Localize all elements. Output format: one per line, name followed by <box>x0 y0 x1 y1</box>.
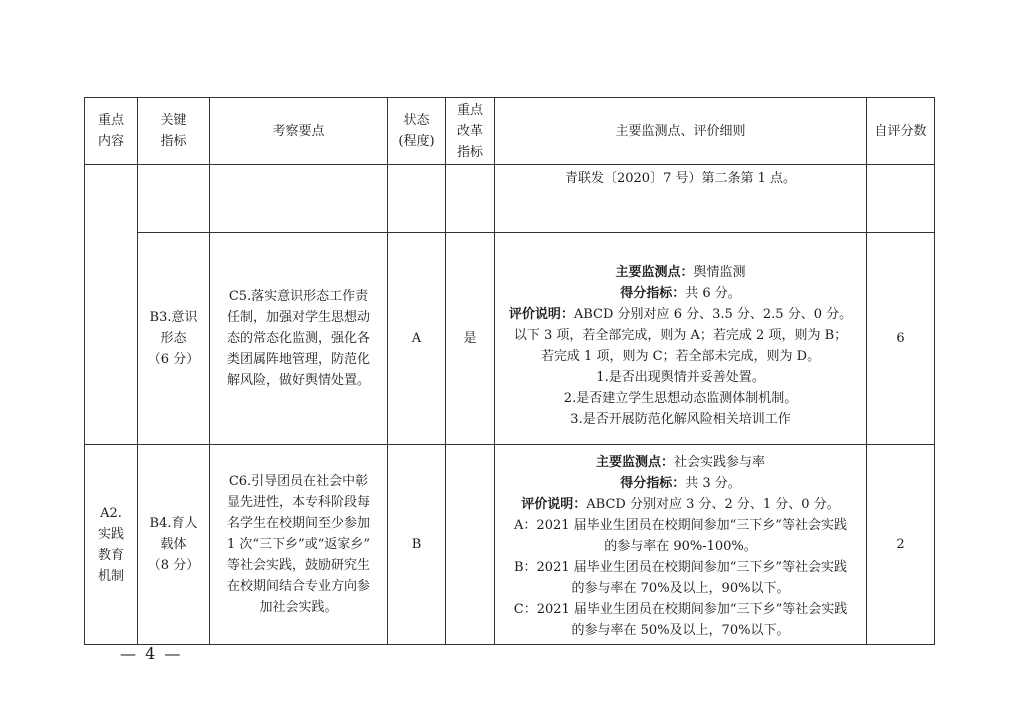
self-score-cell: 6 <box>867 233 935 445</box>
indicator-line: （6 分） <box>147 352 200 367</box>
status-cell <box>388 165 446 233</box>
detail-line: 3.是否开展防范化解风险相关培训工作 <box>570 411 791 427</box>
detail-line: 2.是否建立学生思想动态监测体制机制。 <box>563 390 798 406</box>
header-monitoring: 主要监测点、评价细则 <box>495 98 867 165</box>
check-line: 显先进性，本专科阶段每 <box>226 495 370 510</box>
check-line: 任制，加强对学生思想动 <box>226 310 370 325</box>
check-line: 加社会实践。 <box>259 600 338 615</box>
check-line: 类团属阵地管理，防范化 <box>226 352 370 367</box>
eval-desc-label: 评价说明： <box>508 306 574 322</box>
score-index-line <box>495 473 866 494</box>
score-index-label: 得分指标： <box>620 285 686 301</box>
check-line: 在校期间结合专业方向参 <box>226 579 370 594</box>
detail-line: 的参与率在 50%及以上，70%以下。 <box>571 622 790 638</box>
page-number: — 4 — <box>120 644 183 663</box>
check-line: 1 次“三下乡”或“返家乡” <box>227 537 370 552</box>
detail-line: B：2021 届毕业生团员在校期间参加“三下乡”等社会实践 <box>513 559 848 575</box>
check-line: 解风险，做好舆情处置。 <box>226 373 370 388</box>
monitor-point-label: 主要监测点： <box>595 454 674 470</box>
table-row <box>85 165 935 233</box>
monitoring-cell <box>495 165 867 233</box>
eval-desc-line <box>495 494 866 515</box>
eval-desc-label: 评价说明： <box>521 496 587 512</box>
header-key-content: 重点 内容 <box>85 98 138 165</box>
indicator-line: B4.育人 <box>149 516 198 531</box>
eval-desc-line <box>495 304 866 325</box>
detail-line: 1.是否出现舆情并妥善处置。 <box>596 369 765 385</box>
check-line: 态的常态化监测，强化各 <box>226 331 370 346</box>
header-key-indicator: 关键 指标 <box>138 98 210 165</box>
key-content-cell <box>85 165 138 445</box>
check-line: 等社会实践，鼓励研究生 <box>226 558 370 573</box>
score-index-value: 共 6 分。 <box>685 285 741 301</box>
indicator-cell <box>138 445 210 645</box>
detail-line: 以下 3 项，若全部完成，则为 A；若完成 2 项，则为 B； <box>513 327 848 343</box>
key-content-cell <box>85 445 138 645</box>
check-line: 名学生在校期间至少参加 <box>226 516 370 531</box>
indicator-line: 形态 <box>160 331 187 346</box>
detail-line: A：2021 届毕业生团员在校期间参加“三下乡”等社会实践 <box>514 517 847 533</box>
check-line: C6.引导团员在社会中彰 <box>228 474 369 489</box>
evaluation-table <box>84 97 935 645</box>
check-points-cell <box>210 445 388 645</box>
reform-cell <box>446 165 495 233</box>
detail-line: 的参与率在 70%及以上，90%以下。 <box>571 580 790 596</box>
detail-line: 的参与率在 90%-100%。 <box>604 538 757 554</box>
header-self-score: 自评分数 <box>867 98 935 165</box>
reform-cell: 是 <box>446 233 495 445</box>
monitor-point-label: 主要监测点： <box>615 264 694 280</box>
indicator-cell <box>138 233 210 445</box>
eval-desc-value: ABCD 分别对应 6 分、3.5 分、2.5 分、0 分。 <box>573 306 853 322</box>
eval-desc-value: ABCD 分别对应 3 分、2 分、1 分、0 分。 <box>586 496 840 512</box>
monitor-point-line <box>495 452 866 473</box>
status-cell: A <box>388 233 446 445</box>
key-content-line: 机制 <box>97 568 124 584</box>
score-index-label: 得分指标： <box>620 475 686 491</box>
monitor-point-value: 舆情监测 <box>693 264 746 280</box>
check-line: C5.落实意识形态工作责 <box>228 289 369 304</box>
score-index-value: 共 3 分。 <box>685 475 741 491</box>
table-header-row <box>85 98 935 165</box>
reform-cell <box>446 445 495 645</box>
table-row <box>85 233 935 445</box>
indicator-cell <box>138 165 210 233</box>
monitoring-cell <box>495 233 867 445</box>
detail-line: 青联发〔2020〕7 号）第二条第 1 点。 <box>564 171 797 186</box>
self-score-cell: 2 <box>867 445 935 645</box>
header-check-points: 考察要点 <box>210 98 388 165</box>
monitor-point-value: 社会实践参与率 <box>674 454 766 470</box>
monitor-point-line <box>495 262 866 283</box>
monitoring-cell <box>495 445 867 645</box>
key-content-line: A2. <box>100 505 122 521</box>
key-content-line: 教育 <box>97 547 124 563</box>
indicator-line: 载体 <box>160 537 187 552</box>
table-row <box>85 445 935 645</box>
self-score-cell <box>867 165 935 233</box>
indicator-line: B3.意识 <box>149 310 198 325</box>
check-points-cell <box>210 165 388 233</box>
check-points-cell <box>210 233 388 445</box>
score-index-line <box>495 283 866 304</box>
header-status: 状态 (程度) <box>388 98 446 165</box>
key-content-line: 实践 <box>97 526 124 542</box>
detail-line: C：2021 届毕业生团员在校期间参加“三下乡”等社会实践 <box>513 601 848 617</box>
indicator-line: （8 分） <box>147 558 200 573</box>
status-cell: B <box>388 445 446 645</box>
detail-line: 若完成 1 项，则为 C；若全部未完成，则为 D。 <box>540 348 821 364</box>
header-reform: 重点 改革 指标 <box>446 98 495 165</box>
